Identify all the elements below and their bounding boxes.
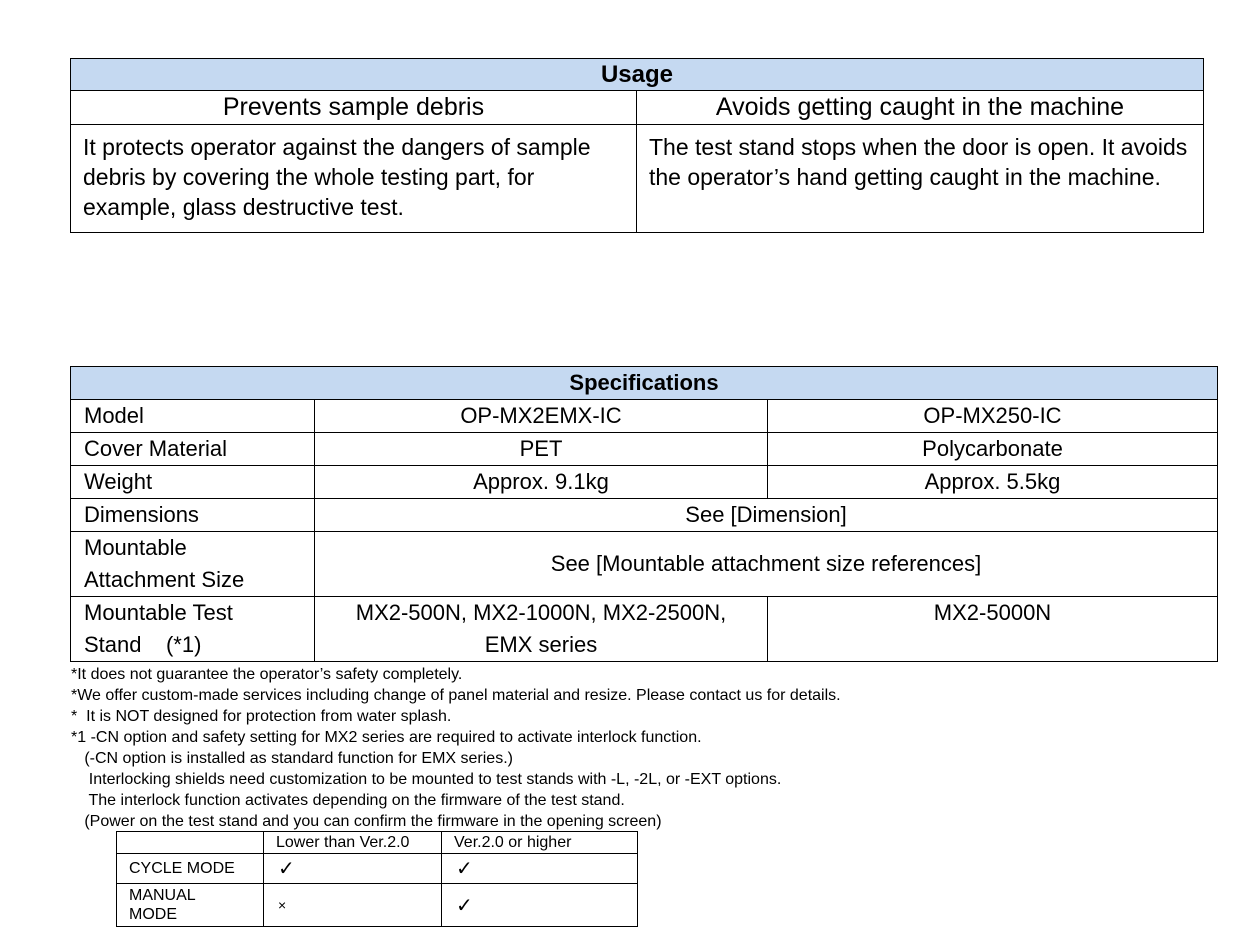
- note-line: *We offer custom-made services including change of panel material and resize. Please contact us for details.: [71, 687, 841, 704]
- check-icon: ✓: [442, 884, 638, 927]
- spec-value-merged: See [Dimension]: [315, 499, 1218, 532]
- spec-row-test-stand: [71, 597, 1218, 662]
- note-line: *It does not guarantee the operator’s safety completely.: [71, 666, 463, 683]
- spec-label-line: Attachment Size: [84, 567, 245, 592]
- firmware-header-row: [117, 832, 638, 854]
- usage-col2-heading: Avoids getting caught in the machine: [637, 91, 1204, 125]
- usage-title: Usage: [71, 59, 1204, 91]
- spec-row-dimensions: [71, 499, 1218, 532]
- firmware-row-manual: [117, 884, 638, 927]
- specifications-title: Specifications: [71, 367, 1218, 400]
- spec-value-a: [315, 597, 768, 662]
- firmware-mode: CYCLE MODE: [117, 854, 264, 884]
- spec-label-line: Stand (*1): [84, 632, 202, 657]
- spec-row-attachment-size: [71, 532, 1218, 597]
- note-line: The interlock function activates depending on the firmware of the test stand.: [71, 792, 625, 809]
- usage-col1-heading: Prevents sample debris: [71, 91, 637, 125]
- specifications-table: [70, 366, 1218, 662]
- spec-label: [71, 532, 315, 597]
- spec-label: Model: [71, 400, 315, 433]
- note-line: *1 -CN option and safety setting for MX2 series are required to activate interlock function.: [71, 729, 702, 746]
- firmware-mode: [117, 884, 264, 927]
- spec-value-merged: See [Mountable attachment size references]: [315, 532, 1218, 597]
- spec-value-line: MX2-500N, MX2-1000N, MX2-2500N,: [355, 600, 727, 625]
- usage-table: [70, 58, 1204, 233]
- note-line: * It is NOT designed for protection from water splash.: [71, 708, 452, 725]
- spec-value-a: PET: [315, 433, 768, 466]
- spec-label: [71, 597, 315, 662]
- firmware-header: Ver.2.0 or higher: [442, 832, 638, 854]
- firmware-mode-line: MANUAL: [129, 887, 196, 904]
- cross-icon: ×: [264, 884, 442, 927]
- spec-label: Weight: [71, 466, 315, 499]
- spec-row-cover-material: [71, 433, 1218, 466]
- firmware-mode-line: MODE: [129, 906, 177, 923]
- spec-value-b: Polycarbonate: [768, 433, 1218, 466]
- notes: [71, 664, 1231, 832]
- check-icon: ✓: [264, 854, 442, 884]
- spec-value-b: MX2-5000N: [768, 597, 1218, 662]
- spec-row-weight: [71, 466, 1218, 499]
- spec-row-model: [71, 400, 1218, 433]
- firmware-header: [117, 832, 264, 854]
- spec-value-a: Approx. 9.1kg: [315, 466, 768, 499]
- spec-label: Dimensions: [71, 499, 315, 532]
- firmware-row-cycle: [117, 854, 638, 884]
- firmware-header: Lower than Ver.2.0: [264, 832, 442, 854]
- spec-value-a: OP-MX2EMX-IC: [315, 400, 768, 433]
- spec-label-line: Mountable: [84, 535, 187, 560]
- spec-value-b: OP-MX250-IC: [768, 400, 1218, 433]
- spec-value-line: EMX series: [484, 632, 598, 657]
- check-icon: ✓: [442, 854, 638, 884]
- spec-label: Cover Material: [71, 433, 315, 466]
- note-line: (Power on the test stand and you can confirm the firmware in the opening screen): [71, 813, 662, 830]
- usage-col2-text: The test stand stops when the door is open. It avoids the operator’s hand getting caught in the machine.: [637, 125, 1204, 233]
- note-line: Interlocking shields need customization to be mounted to test stands with -L, -2L, or -EXT options.: [71, 771, 782, 788]
- firmware-table: [116, 831, 638, 927]
- spec-label-line: Mountable Test: [84, 600, 233, 625]
- usage-col1-text: It protects operator against the dangers of sample debris by covering the whole testing part, for example, glass destructive test.: [71, 125, 637, 233]
- spec-value-b: Approx. 5.5kg: [768, 466, 1218, 499]
- note-line: (-CN option is installed as standard function for EMX series.): [71, 750, 513, 767]
